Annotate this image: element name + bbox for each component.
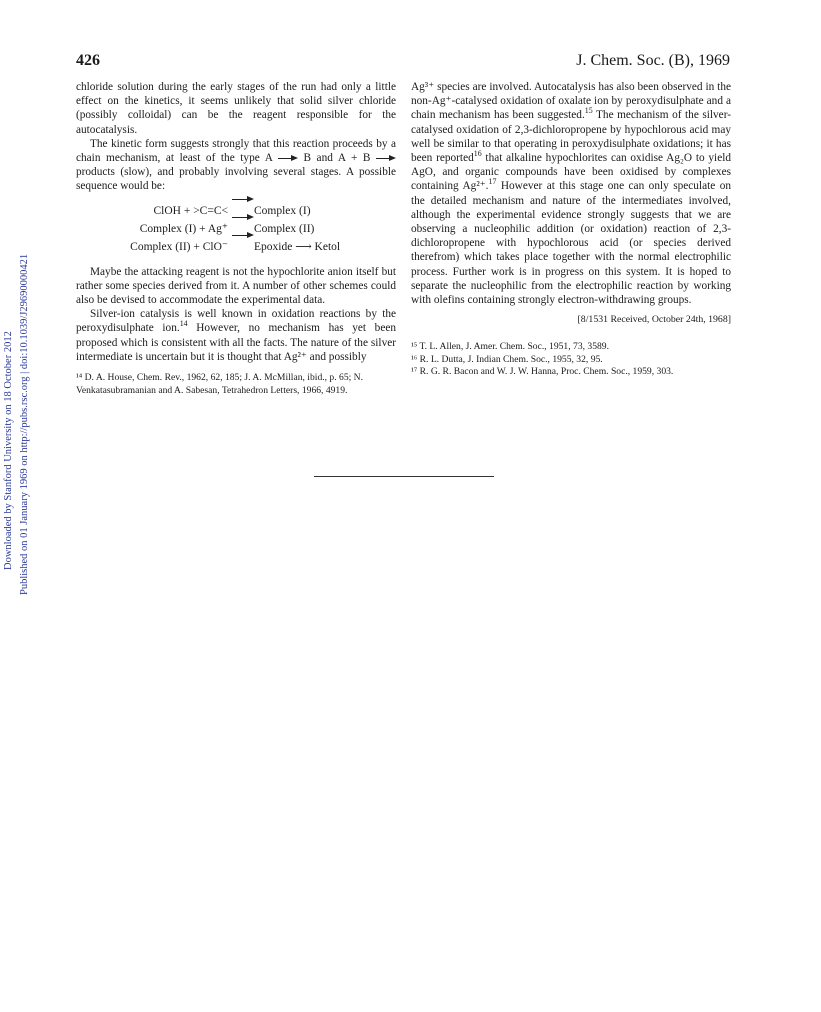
paragraph [76,307,396,364]
text: that alkaline hypochlorites can oxidise Ag₂O to yield AgO, and organic compounds have been oxidised by complexes containing Ag²⁺. [411,152,732,193]
received-date: [8/1531 Received, October 24th, 1968] [577,314,731,326]
paragraph: chloride solution during the early stages of the run had only a little effect on the kinetics, it seems unlikely that solid silver chloride (possibly colloidal) can be the reagent responsible for the autocatalysis. [76,81,396,136]
footnote: ¹⁵ T. L. Allen, J. Amer. Chem. Soc., 1951, 73, 3589. [411,341,610,353]
text: However, no mechanism has yet been proposed which is consistent with all the facts. The nature of the silver intermediate is uncertain but it is thought that Ag²⁺ and possibly [76,322,396,363]
scheme-reactants: Complex (I) + Ag⁺ [139,222,228,235]
scheme-products: Epoxide ⟶ Ketol [254,240,341,253]
reference-marker: 16 [473,149,482,159]
paragraph: Maybe the attacking reagent is not the hypochlorite anion itself but rather some species derived from it. A number of other schemes could also be devised to accommodate the experimental data. [76,265,396,307]
download-notice: Downloaded by Stanford University on 18 October 2012 [3,331,14,570]
scheme-products: Complex (I) [254,204,311,217]
footnote: ¹⁶ R. L. Dutta, J. Indian Chem. Soc., 1955, 32, 95. [411,353,603,365]
reference-marker: 14 [179,319,188,329]
text: The mechanism of the silver-catalysed oxidation of 2,3-dichloropropene by hypochlorous acid may well be similar to that operating in peroxydisulphate oxidations; it has been reported [411,109,731,165]
journal-title: J. Chem. Soc. (B), 1969 [576,52,730,69]
scheme-products: Complex (II) [254,222,315,235]
footnote: ¹⁷ R. G. R. Bacon and W. J. W. Hanna, Proc. Chem. Soc., 1959, 303. [411,366,674,378]
page-number: 426 [76,52,100,69]
left-column [76,80,396,397]
text: The kinetic form suggests strongly that this reaction proceeds by a chain mechanism, at least of the type A [76,137,396,165]
text: However at this stage one can only speculate on the detailed mechanism and nature of the intermediates involved, although the experimental evidence strongly suggests that we are observing a nucleophilic addition (or oxidation) reaction of 2,3-dichloropropene with hypochlorous acid (or species derived therefrom) which takes place together with the normal electrophilic process. Further work is in progress on this system. It is hoped to separate the nucleophilic from the electrophilic reaction by working with olefins containing strongly electron-withdrawing groups. [411,180,731,307]
text: B and A + B [303,152,371,165]
scheme-reactants: Complex (II) + ClO⁻ [130,240,228,253]
arrow-icon [232,235,254,253]
end-rule [314,476,494,477]
footnote: ¹⁴ D. A. House, Chem. Rev., 1962, 62, 185; J. A. McMillan, ibid., p. 65; N. Venkatasubramanian and A. Sabesan, Tetrahedron Letters, 1966, 4919. [76,372,364,396]
text: Ag³⁺ species are involved. Autocatalysis has also been observed in the non-Ag⁺-catalysed oxidation of oxalate ion by peroxydisulphate and a chain mechanism has been suggested. [411,81,731,122]
scheme-row [76,238,396,256]
text: products (slow), and probably involving several stages. A possible sequence would be: [76,166,396,193]
right-column [411,80,731,379]
text: Silver-ion catalysis is well known in oxidation reactions by the peroxydisulphate ion. [76,308,396,335]
reference-marker: 15 [584,106,593,116]
page-header [76,52,730,74]
reaction-scheme [76,202,396,256]
paragraph [411,80,731,307]
paragraph [76,137,396,194]
scheme-reactants: ClOH + >C=C< [153,204,228,217]
side-notice [0,240,40,600]
footnotes [411,341,731,379]
footnotes [76,372,396,397]
reference-marker: 17 [488,177,497,187]
publication-notice: Published on 01 January 1969 on http://pubs.rsc.org | doi:10.1039/J29690000421 [19,253,30,595]
